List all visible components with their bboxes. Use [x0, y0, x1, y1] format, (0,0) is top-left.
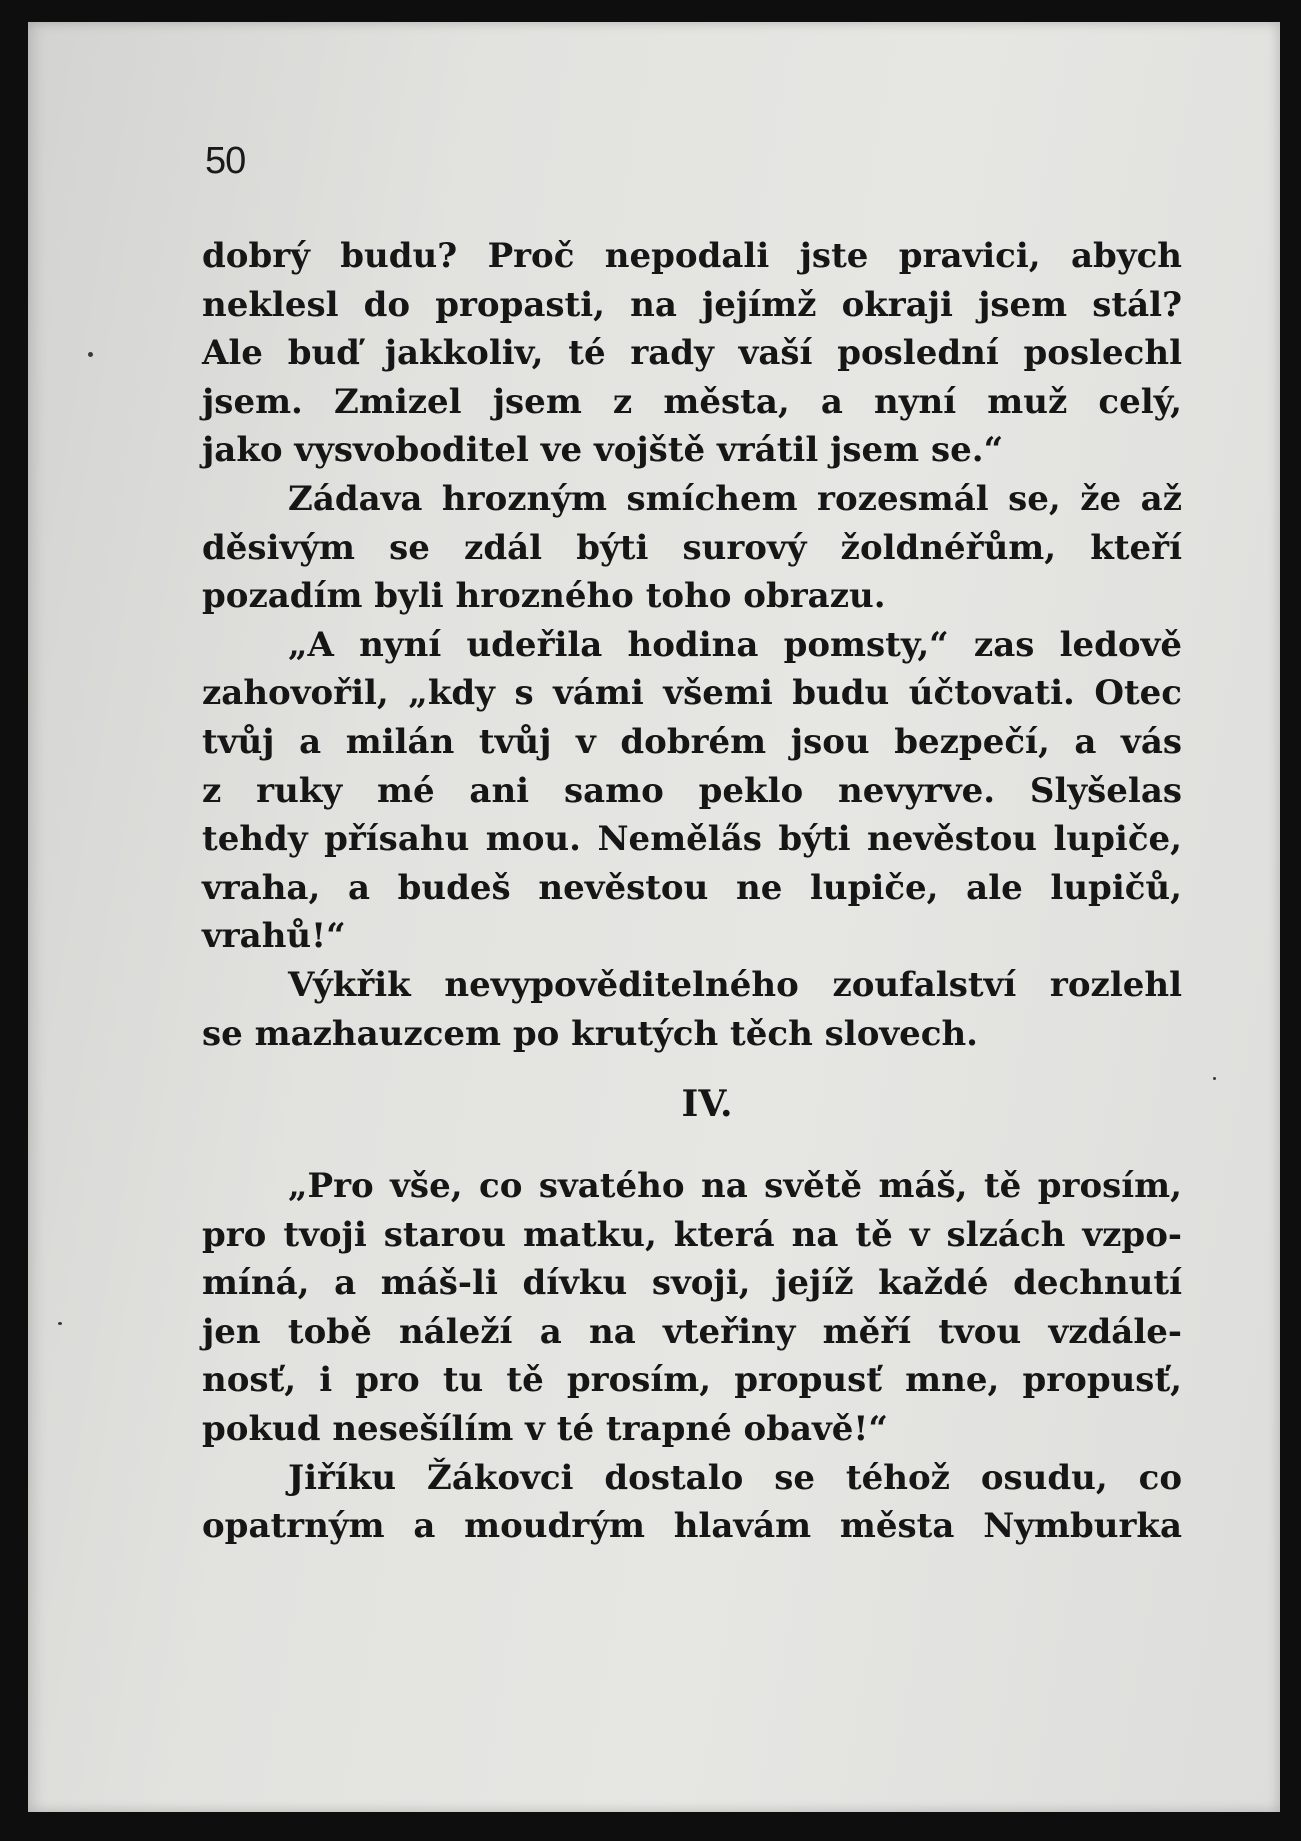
- text-line: vrahů!“: [202, 916, 346, 957]
- text-line: pozadím byli hrozného toho obrazu.: [202, 576, 886, 617]
- text-line: Výkřik nevypověditelného zoufalství rozlehl: [288, 964, 1182, 1005]
- text-line: pokud nesešílím v té trapné obavě!“: [202, 1409, 888, 1450]
- text-line: pro tvoji starou matku, která na tě v slzách vzpo-: [202, 1214, 1182, 1255]
- text-line: z ruky mé ani samo peklo nevyrve. Slyšelas: [202, 770, 1182, 811]
- text-line: nosť, i pro tu tě prosím, propusť mne, propusť,: [202, 1360, 1182, 1401]
- text-line: „A nyní udeřila hodina pomsty,“ zas ledově: [288, 624, 1182, 665]
- text-line: vraha, a budeš nevěstou ne lupiče, ale lupičů,: [202, 867, 1182, 908]
- text-line: neklesl do propasti, na jejímž okraji jsem stál?: [202, 284, 1182, 325]
- text-line: tvůj a milán tvůj v dobrém jsou bezpečí, a vás: [202, 721, 1182, 762]
- text-line: opatrným a moudrým hlavám města Nymburka: [202, 1506, 1182, 1547]
- text-line: Jiříku Žákovci dostalo se téhož osudu, co: [288, 1457, 1182, 1498]
- text-line: zahovořil, „kdy s vámi všemi budu účtovati. Otec: [202, 673, 1182, 714]
- text-line: jsem. Zmizel jsem z města, a nyní muž celý,: [202, 381, 1182, 422]
- section-heading: IV.: [681, 1083, 733, 1126]
- text-line: Zádava hrozným smíchem rozesmál se, že až: [288, 478, 1182, 519]
- text-line: „Pro vše, co svatého na světě máš, tě prosím,: [288, 1166, 1182, 1207]
- ink-speck: [1213, 1077, 1216, 1080]
- ink-speck: [88, 352, 93, 357]
- body-text: [202, 232, 1182, 1551]
- text-line: Ale buď jakkoliv, té rady vaší poslední poslechl: [202, 333, 1182, 374]
- text-line: jen tobě náleží a na vteřiny měří tvou vzdále-: [202, 1311, 1182, 1352]
- text-section-after-heading: [202, 1162, 1182, 1551]
- text-line: dobrý budu? Proč nepodali jste pravici, abych: [202, 236, 1182, 276]
- text-line: se mazhauzcem po krutých těch slovech.: [202, 1013, 979, 1054]
- page-number: 50: [205, 140, 246, 182]
- text-line: míná, a máš-li dívku svoji, jejíž každé dechnutí: [202, 1263, 1182, 1304]
- text-section-before-heading: [202, 232, 1182, 1058]
- ink-speck: [58, 1322, 62, 1325]
- text-line: jako vysvoboditel ve vojště vrátil jsem se.“: [202, 430, 1004, 471]
- text-line: děsivým se zdál býti surový žoldnéřům, kteří: [202, 527, 1182, 568]
- text-line: tehdy přísahu mou. Neměla̋s býti nevěstou lupiče,: [202, 819, 1182, 860]
